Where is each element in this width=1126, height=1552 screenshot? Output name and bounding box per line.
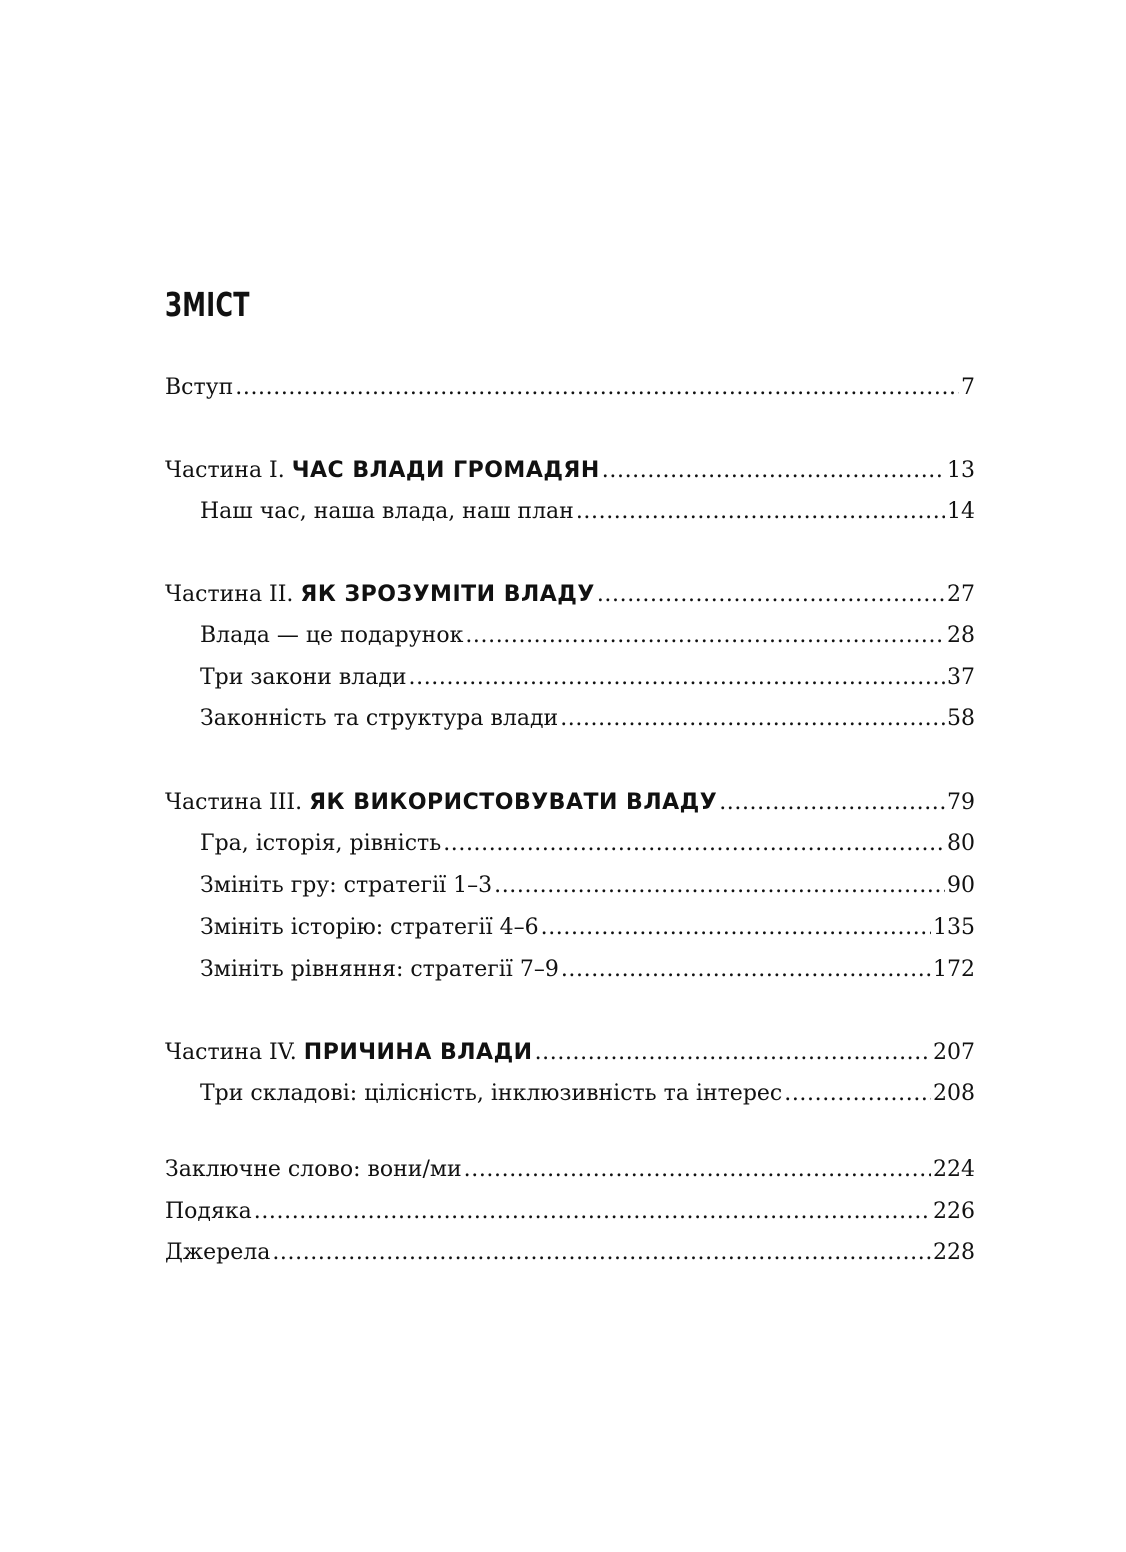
toc-part-heading [165, 789, 717, 817]
dot-leader [784, 1080, 931, 1108]
toc-page-number: 207 [933, 1040, 975, 1065]
dot-leader [409, 664, 945, 692]
toc-page-number: 79 [947, 790, 975, 815]
part-title: ЯК ВИКОРИСТОВУВАТИ ВЛАДУ [309, 790, 718, 815]
toc-page-number: 228 [933, 1240, 975, 1265]
part-prefix: Частина IV. [165, 1040, 304, 1065]
toc-page-number: 224 [933, 1157, 975, 1182]
toc-page-number: 80 [947, 831, 975, 856]
dot-leader [443, 830, 945, 858]
toc-entry-label: Заключне слово: вони/ми [165, 1157, 462, 1182]
toc-part-3[interactable] [165, 789, 975, 817]
toc-part-heading [165, 457, 600, 485]
toc-chapter[interactable] [200, 498, 975, 526]
toc-entry-label: Наш час, наша влада, наш план [200, 499, 574, 524]
part-prefix: Частина II. [165, 582, 301, 607]
toc-page-number: 172 [933, 957, 975, 982]
toc-page-number: 14 [947, 499, 975, 524]
toc-part-heading [165, 1039, 533, 1067]
dot-leader [561, 956, 931, 984]
dot-leader [272, 1239, 931, 1267]
dot-leader [719, 789, 945, 817]
part-title: ЯК ЗРОЗУМІТИ ВЛАДУ [300, 582, 595, 607]
dot-leader [576, 498, 945, 526]
toc-part-2[interactable] [165, 581, 975, 609]
toc-chapter[interactable] [200, 914, 975, 942]
toc-entry-label: Змініть рівняння: стратегії 7–9 [200, 957, 559, 982]
part-title: ЧАС ВЛАДИ ГРОМАДЯН [291, 458, 600, 483]
toc-page-number: 37 [947, 665, 975, 690]
toc-entry-sources[interactable] [165, 1239, 975, 1267]
dot-leader [464, 1156, 931, 1184]
toc-entry-afterword[interactable] [165, 1156, 975, 1184]
toc-page-number: 58 [947, 706, 975, 731]
toc-page-number: 27 [947, 582, 975, 607]
toc-part-heading [165, 581, 595, 609]
toc-chapter[interactable] [200, 664, 975, 692]
toc-entry-label: Три закони влади [200, 665, 407, 690]
dot-leader [254, 1198, 931, 1226]
toc-page-number: 90 [947, 873, 975, 898]
toc-chapter[interactable] [200, 1080, 975, 1108]
toc-entry-label: Гра, історія, рівність [200, 831, 442, 856]
toc-part-4[interactable] [165, 1039, 975, 1067]
toc-page-number: 135 [933, 915, 975, 940]
toc-entry-intro[interactable] [165, 374, 975, 402]
dot-leader [560, 705, 945, 733]
toc-entry-label: Джерела [165, 1240, 271, 1265]
toc-chapter[interactable] [200, 830, 975, 858]
dot-leader [465, 622, 945, 650]
toc-entry-label: Змініть історію: стратегії 4–6 [200, 915, 539, 940]
dot-leader [535, 1039, 931, 1067]
toc-page-number: 28 [947, 623, 975, 648]
dot-leader [597, 581, 945, 609]
toc-entry-label: Змініть гру: стратегії 1–3 [200, 873, 493, 898]
toc-chapter[interactable] [200, 872, 975, 900]
toc-chapter[interactable] [200, 622, 975, 650]
dot-leader [235, 374, 959, 402]
toc-page-number: 13 [947, 458, 975, 483]
part-title: ПРИЧИНА ВЛАДИ [303, 1040, 533, 1065]
toc-entry-label: Влада — це подарунок [200, 623, 464, 648]
toc-entry-label: Законність та структура влади [200, 706, 559, 731]
toc-chapter[interactable] [200, 956, 975, 984]
toc-entry-label: Подяка [165, 1199, 252, 1224]
page-title: ЗМІСТ [165, 285, 250, 324]
part-prefix: Частина I. [165, 458, 292, 483]
dot-leader [602, 457, 945, 485]
toc-part-1[interactable] [165, 457, 975, 485]
dot-leader [494, 872, 945, 900]
toc-entry-label: Три складові: цілісність, інклюзивність та інтерес [200, 1081, 783, 1106]
toc-page-number: 226 [933, 1199, 975, 1224]
dot-leader [541, 914, 931, 942]
part-prefix: Частина III. [165, 790, 310, 815]
toc-entry-label: Вступ [165, 375, 234, 400]
toc-page-number: 7 [961, 375, 975, 400]
toc-chapter[interactable] [200, 705, 975, 733]
toc-entry-acknowledgements[interactable] [165, 1198, 975, 1226]
toc-page-number: 208 [933, 1081, 975, 1106]
